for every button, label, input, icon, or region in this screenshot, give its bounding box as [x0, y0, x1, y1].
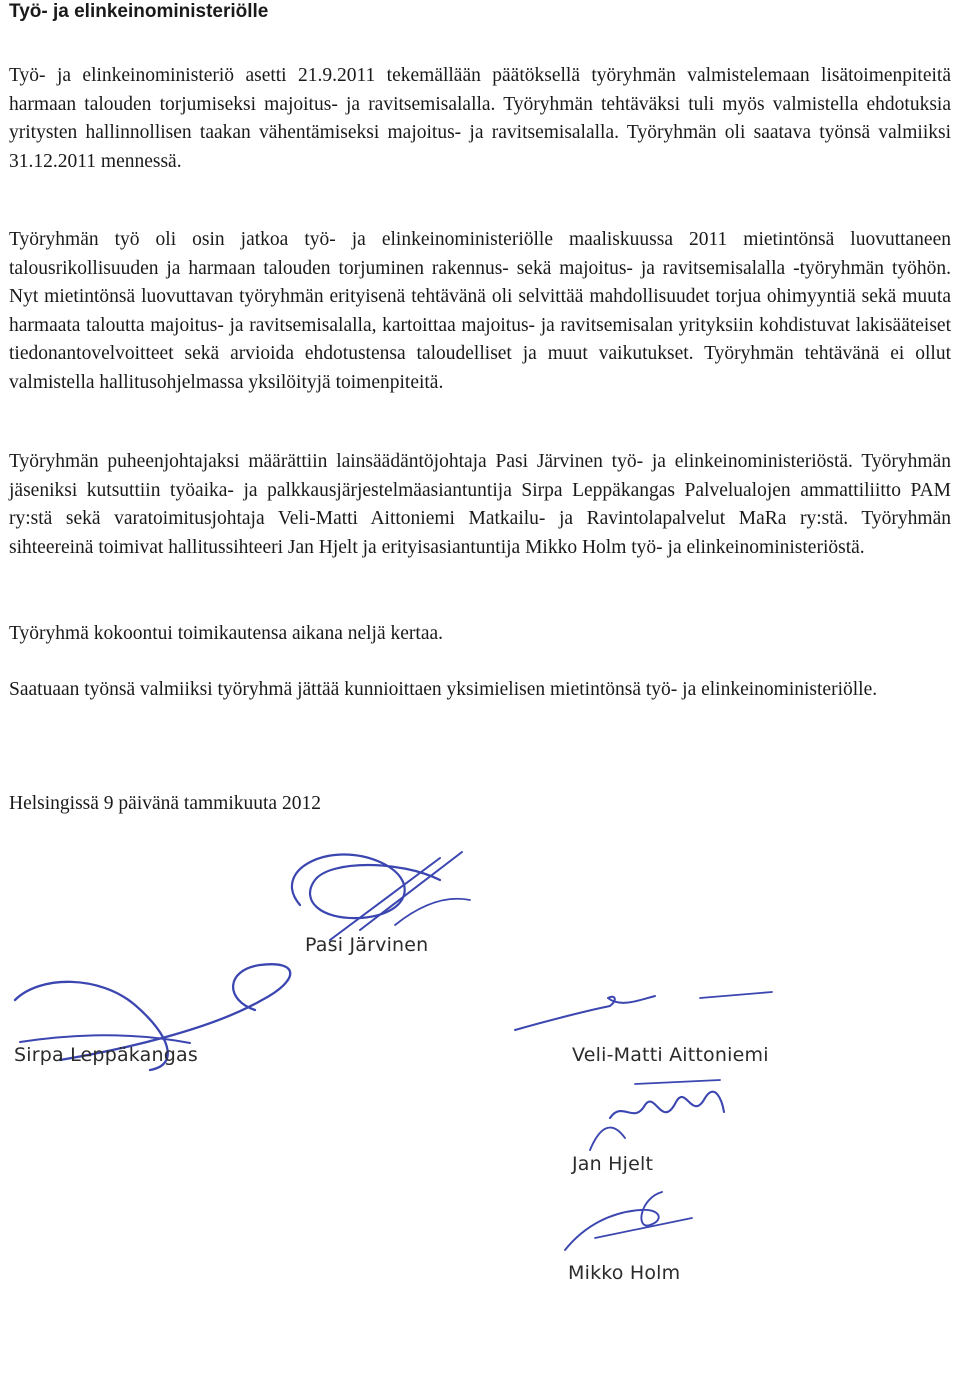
- signatory-name-sirpa-leppakangas: Sirpa Leppäkangas: [14, 1044, 198, 1066]
- signature-mikko-holm: [565, 1192, 692, 1250]
- recipient-heading: Työ- ja elinkeinoministeriölle: [9, 1, 269, 22]
- place-date-line: Helsingissä 9 päivänä tammikuuta 2012: [9, 793, 321, 814]
- signatory-name-pasi-jarvinen: Pasi Järvinen: [305, 934, 429, 956]
- paragraph-assignment: Työ- ja elinkeinoministeriö asetti 21.9.2011 tekemällään päätöksellä työryhmän valmistelemaan lisätoimenpiteitä harmaan talouden torjumiseksi majoitus- ja ravitsemisalalla. Työryhmän tehtäväksi tuli myös valmistella ehdotuksia yritysten hallinnollisen taakan vähentämiseksi majoitus- ja ravitsemisalalla. Työryhmän oli saatava työnsä valmiiksi 31.12.2011 mennessä.: [9, 65, 951, 172]
- signatory-name-jan-hjelt: Jan Hjelt: [572, 1153, 654, 1175]
- signatory-name-veli-matti-aittoniemi: Veli-Matti Aittoniemi: [572, 1044, 769, 1066]
- signature-jan-hjelt: [590, 1080, 724, 1150]
- signature-pasi-jarvinen: [292, 852, 470, 940]
- paragraph-background: Työryhmän työ oli osin jatkoa työ- ja elinkeinoministeriölle maaliskuussa 2011 mietintönsä luovuttaneen talousrikollisuuden ja harmaan talouden torjuminen rakennus- sekä majoitus- ja ravitsemisalalla -työryhmän työhön. Nyt mietintönsä luovuttavan työryhmän erityisenä tehtävänä oli selvittää mahdollisuudet torjua ohimyyntiä sekä muuta harmaata taloutta majoitus- ja ravitsemisalalla, kartoittaa majoitus- ja ravitsemisalan yrityksiin kohdistuvat lakisääteiset tiedonantovelvoitteet sekä arvioida ehdotustensa taloudelliset ja muut vaikutukset. Työryhmän tehtävänä ei ollut valmistella hallitusohjelmassa yksilöityjä toimenpiteitä.: [9, 229, 951, 393]
- signatory-name-mikko-holm: Mikko Holm: [568, 1262, 681, 1284]
- paragraph-submission: Saatuaan työnsä valmiiksi työryhmä jättää kunnioittaen yksimielisen mietintönsä työ- ja elinkeinoministeriölle.: [9, 679, 878, 700]
- paragraph-members: Työryhmän puheenjohtajaksi määrättiin lainsäädäntöjohtaja Pasi Järvinen työ- ja elinkeinoministeriöstä. Työryhmän jäseniksi kutsuttiin työaika- ja palkkausjärjestelmäasiantuntija Sirpa Leppäkangas Palvelualojen ammattiliitto PAM ry:stä sekä varatoimitusjohtaja Veli-Matti Aittoniemi Matkailu- ja Ravintolapalvelut MaRa ry:stä. Työryhmän sihteereinä toimivat hallitussihteeri Jan Hjelt ja erityisasiantuntija Mikko Holm työ- ja elinkeinoministeriöstä.: [9, 451, 951, 558]
- signature-veli-matti-aittoniemi: [515, 992, 772, 1030]
- paragraph-meetings: Työryhmä kokoontui toimikautensa aikana neljä kertaa.: [9, 623, 443, 644]
